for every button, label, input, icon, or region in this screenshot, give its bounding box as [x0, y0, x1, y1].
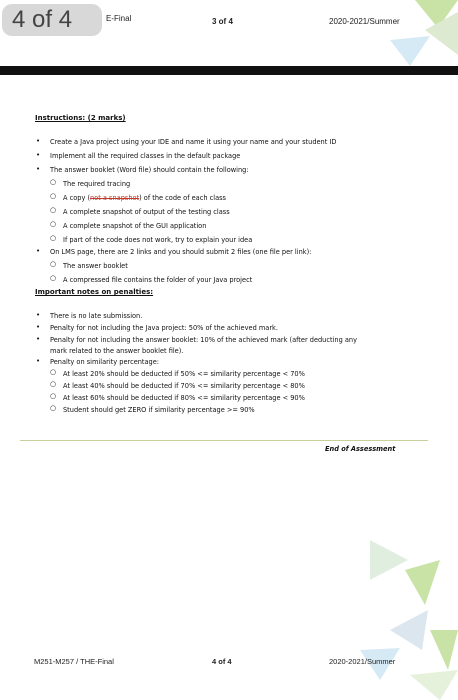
circle-bullet-icon: ○	[50, 368, 57, 376]
booklet-sub-item: A complete snapshot of the GUI application	[63, 222, 207, 230]
circle-bullet-icon: ○	[50, 392, 57, 400]
similarity-item: At least 40% should be deducted if 70% <= similarity percentage < 80%	[63, 382, 305, 390]
similarity-item: At least 60% should be deducted if 80% <= similarity percentage < 90%	[63, 394, 305, 402]
bullet-icon: •	[36, 151, 41, 159]
footer-course: M251-M257 / THE-Final	[34, 657, 114, 666]
penalty-item: There is no late submission.	[50, 312, 143, 320]
lms-item: On LMS page, there are 2 links and you should submit 2 files (one file per link):	[50, 248, 312, 256]
penalty-item: Penalty on similarity percentage:	[50, 358, 160, 366]
lms-sub-item: A compressed file contains the folder of your Java project	[63, 276, 253, 284]
penalty-item-continuation: mark related to the answer booklet file).	[50, 347, 184, 355]
bullet-icon: •	[36, 247, 41, 255]
page-indicator-text: 4 of 4	[12, 6, 73, 33]
circle-bullet-icon: ○	[50, 192, 57, 200]
page-separator	[0, 66, 458, 75]
header-left: E-Final	[106, 14, 132, 23]
header-term: 2020-2021/Summer	[329, 17, 400, 26]
instructions-heading: Instructions: (2 marks)	[35, 114, 126, 122]
header-page-number: 3 of 4	[212, 17, 233, 26]
penalty-item: Penalty for not including the Java project: 50% of the achieved mark.	[50, 324, 278, 332]
instruction-item: The answer booklet (Word file) should contain the following:	[50, 166, 249, 174]
penalties-heading: Important notes on penalties:	[35, 288, 154, 296]
circle-bullet-icon: ○	[50, 404, 57, 412]
bullet-icon: •	[36, 323, 41, 331]
circle-bullet-icon: ○	[50, 260, 57, 268]
footer-page-number: 4 of 4	[212, 657, 232, 666]
similarity-item: At least 20% should be deducted if 50% <= similarity percentage < 70%	[63, 370, 305, 378]
header-decoration	[330, 0, 458, 68]
booklet-sub-item: The required tracing	[63, 180, 131, 188]
copy-text-post: ) of the code of each class	[139, 194, 226, 202]
end-of-assessment: End of Assessment	[325, 445, 396, 453]
copy-text-pre: A copy (	[63, 194, 91, 202]
instruction-item: Create a Java project using your IDE and name it using your name and your student ID	[50, 138, 337, 146]
circle-bullet-icon: ○	[50, 206, 57, 214]
circle-bullet-icon: ○	[50, 380, 57, 388]
bullet-icon: •	[36, 357, 41, 365]
bullet-icon: •	[36, 165, 41, 173]
circle-bullet-icon: ○	[50, 274, 57, 282]
lms-sub-item: The answer booklet	[63, 262, 128, 270]
penalty-item: Penalty for not including the answer booklet: 10% of the achieved mark (after deducting any	[50, 336, 357, 344]
instruction-item: Implement all the required classes in the default package	[50, 152, 241, 160]
struck-text: not a snapshot	[90, 194, 140, 202]
similarity-item: Student should get ZERO if similarity percentage >= 90%	[63, 406, 255, 414]
footer-term: 2020-2021/Summer	[329, 657, 396, 666]
booklet-sub-item: A complete snapshot of output of the testing class	[63, 208, 230, 216]
booklet-sub-item	[63, 194, 226, 202]
circle-bullet-icon: ○	[50, 234, 57, 242]
circle-bullet-icon: ○	[50, 178, 57, 186]
bullet-icon: •	[36, 335, 41, 343]
footer-decoration	[330, 530, 458, 700]
page-indicator	[2, 4, 102, 36]
bullet-icon: •	[36, 137, 41, 145]
bullet-icon: •	[36, 311, 41, 319]
booklet-sub-item: If part of the code does not work, try to explain your idea	[63, 236, 253, 244]
section-divider	[20, 440, 428, 441]
circle-bullet-icon: ○	[50, 220, 57, 228]
